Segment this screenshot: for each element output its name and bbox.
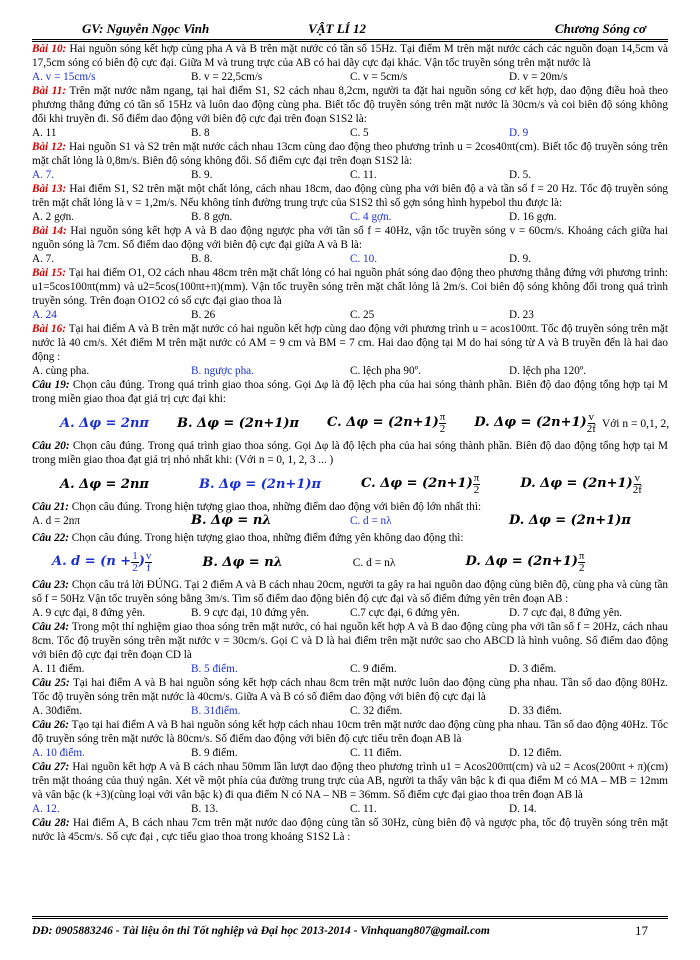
- option-d: D. Δφ = (2n+1) $\frac{v}{2f}$: [520, 472, 642, 496]
- option-c: C. 11.: [350, 803, 377, 815]
- exercise-label: Bài 10:: [32, 43, 67, 55]
- exercise-text: Trên mặt nước nằm ngang, tại hai điểm S1, S2 cách nhau 8,2cm, người ta đặt hai nguồn sóng cơ kết hợp, dao động điều hoà theo phương thẳng đứng có tần số 15Hz và luôn dao động cùng pha. Biết tốc độ truyền sóng trên mặt nước là 30cm/s và coi biên độ sóng không đổi khi truyền đi. Số điểm dao động với biên độ cực đại trên đoạn S1S2 là:: [32, 85, 668, 125]
- exercise-text: Tại hai điểm A và B trên mặt nước có hai nguồn kết hợp cùng dao động với phương trình u = acos100πt. Tốc độ truyền sóng trên mặt nước là 40 cm/s. Xét điểm M trên mặt nước có AM = 9 cm và BM = 7 cm. Hai dao động tại M do hai sóng từ A và B truyền đến là hai dao động :: [32, 323, 668, 363]
- exercise-text: Hai nguồn sóng kết hợp A và B dao động ngược pha với tần số f = 40Hz, vận tốc truyền sóng v = 60cm/s. Khoảng cách giữa hai nguồn sóng là 7cm. Số điểm dao động với biên độ cực đại giữa A và B là:: [32, 225, 668, 251]
- exercise-options: [32, 704, 668, 718]
- option-d: D. 7 cực đại, 8 đứng yên.: [509, 607, 623, 619]
- option-d: D. 9: [509, 127, 529, 139]
- option-a: A. 7.: [32, 253, 55, 265]
- exercise-options: [32, 606, 668, 620]
- exercise-item: [32, 676, 668, 704]
- exercise-label: Câu 24:: [32, 621, 70, 633]
- option-d: D. 12 điểm.: [509, 747, 562, 759]
- option-a: A. d = (n + $\frac{1}{2}$ ) $\frac{v}{f}$: [52, 550, 152, 574]
- question-19-options: [60, 412, 668, 435]
- option-c: C. Δφ = (2n+1) $\frac{\pi}{2}$: [361, 472, 480, 496]
- exercise-label: Câu 28:: [32, 817, 70, 829]
- option-d: D. 5.: [509, 169, 532, 181]
- option-c: C. 11.: [350, 169, 377, 181]
- option-d: D. lệch pha 120º.: [509, 365, 587, 377]
- exercise-item: [32, 84, 668, 126]
- exercise-text: Chọn câu trả lời ĐÚNG. Tại 2 điểm A và B cách nhau 20cm, người ta gây ra hai nguồn dao động cùng biên độ, cùng pha và cùng tần số f = 50Hz Vận tốc truyền sóng bằng 3m/s. Tìm số điểm dao động biên độ cực đại và số điểm đứng yên trên đoạn AB :: [32, 579, 668, 605]
- option-a: A. Δφ = 2nπ: [60, 415, 149, 431]
- option-a: A. d = 2nπ: [32, 515, 81, 527]
- exercise-item: [32, 140, 668, 168]
- option-c: C. 9 điểm.: [350, 663, 397, 675]
- page-number: 17: [635, 923, 648, 938]
- question-20: Câu 20: Chọn câu đúng. Trong quá trình giao thoa sóng. Gọi Δφ là độ lệch pha của hai sóng thành phần. Biên độ dao động tổng hợp tại M trong miền giao thoa đạt giá trị nhỏ nhất khi: (Với n = 0, 1, 2, 3 ... ): [32, 440, 668, 466]
- option-b: B. 8: [191, 127, 210, 139]
- option-b: B. Δφ = nλ: [191, 513, 272, 528]
- option-a: A. cùng pha.: [32, 365, 90, 377]
- option-tail: Với n = 0,1, 2,: [601, 417, 670, 430]
- exercise-options: [32, 364, 668, 378]
- question-21: Câu 21: Chọn câu đúng. Trong hiện tượng giao thoa, những điểm dao động với biên độ lớn nhất thì:: [32, 501, 482, 513]
- exercise-item: [32, 578, 668, 606]
- option-b: B. 9.: [191, 169, 213, 181]
- option-d: D. 9.: [509, 253, 532, 265]
- exercise-text: Hai nguồn sóng kết hợp cùng pha A và B trên mặt nước có tần số 15Hz. Tại điểm M trên mặt nước cách các nguồn đoạn 14,5cm và 17,5cm sóng có biên độ cực đại. Giữa M và trung trực của AB có hai dãy cực đại khác. Vận tốc truyền sóng trên mặt nước là: [32, 43, 669, 69]
- exercise-options: [32, 252, 668, 266]
- option-c: C. 5: [350, 127, 369, 139]
- exercise-label: Bài 15:: [32, 267, 66, 279]
- option-d: D. Δφ = (2n+1) $\frac{\pi}{2}$: [465, 550, 585, 574]
- option-b: B. v = 22,5cm/s: [191, 71, 263, 83]
- option-b: B. 31điểm.: [191, 705, 241, 717]
- exercise-item: [32, 322, 668, 364]
- option-d: D. 3 điểm.: [509, 663, 557, 675]
- question-21-options: [32, 514, 668, 528]
- exercise-list: [32, 42, 668, 378]
- exercise-options: [32, 126, 668, 140]
- exercise-options: [32, 70, 668, 84]
- exercise-item: [32, 816, 668, 844]
- question-22-options: [52, 551, 668, 574]
- exercise-text: Tạo tại hai điểm A và B hai nguồn sóng kết hợp cách nhau 10cm trên mặt nước dao động cùng pha nhau. Tần số dao động 40Hz. Tốc độ truyền sóng trên mặt nước là 80cm/s. Số điểm dao động với biên độ cực tiểu trên đoạn AB là: [32, 719, 668, 745]
- option-d: D. v = 20m/s: [509, 71, 568, 83]
- exercise-label: Câu 23:: [32, 579, 70, 591]
- option-c: C. v = 5cm/s: [350, 71, 408, 83]
- page-header: [32, 0, 668, 36]
- exercise-options: [32, 746, 668, 760]
- exercise-label: Bài 14:: [32, 225, 67, 237]
- option-d: D. Δφ = (2n+1)π: [509, 513, 631, 528]
- exercise-text: Hai điểm S1, S2 trên mặt một chất lỏng, cách nhau 18cm, dao động cùng pha với biên độ a và tần số f = 20 Hz. Tốc độ truyền sóng trên mặt chất lỏng là v = 1,2m/s. Nếu không tính đường trung trực của S1S2 thì số gợn sóng hình hypebol thu được là:: [32, 183, 669, 209]
- option-d: D. 33 điểm.: [509, 705, 562, 717]
- exercise-item: [32, 266, 668, 308]
- question-19: Câu 19: Chọn câu đúng. Trong quá trình giao thoa sóng. Gọi Δφ là độ lệch pha của hai sóng thành phần. Biên độ dao động tổng hợp tại M trong miền giao thoa đạt giá trị cực đại khi:: [32, 379, 668, 405]
- exercise-text: Tại hai điểm O1, O2 cách nhau 48cm trên mặt chất lỏng có hai nguồn phát sóng dao động theo phương thẳng đứng với phương trình: u1=5cos100πt(mm) và u2=5cos(100πt+π)(mm). Vận tốc truyền sóng trên mặt chất lỏng là 2m/s. Coi biên độ sóng không đổi trong quá trình truyền sóng. Trên đoạn O1O2 có số cực đại giao thoa là: [32, 267, 668, 307]
- option-c: C. 4 gợn.: [350, 211, 392, 223]
- question-20-options: [60, 473, 668, 496]
- exercise-options: [32, 662, 668, 676]
- option-a: A. 2 gợn.: [32, 211, 74, 223]
- option-b: B. Δφ = (2n+1)π: [176, 415, 300, 431]
- option-c: C.7 cực đại, 6 đứng yên.: [350, 607, 460, 619]
- option-a: A. 10 điểm.: [32, 747, 85, 759]
- option-b: B. Δφ = (2n+1)π: [198, 476, 322, 492]
- exercise-options: [32, 210, 668, 224]
- option-c: C. lệch pha 90º.: [350, 365, 421, 377]
- option-d: D. 16 gợn.: [509, 211, 557, 223]
- option-b: B. 5 điểm.: [191, 663, 238, 675]
- option-d: D. 14.: [509, 803, 537, 815]
- option-a: A. 11: [32, 127, 57, 139]
- option-c: C. 32 điểm.: [350, 705, 403, 717]
- option-a: A. Δφ = 2nπ: [60, 476, 149, 492]
- option-c: C. d = nλ: [352, 556, 396, 569]
- exercise-item: [32, 760, 668, 802]
- exercise-text: Trong một thí nghiệm giao thoa sóng trên mặt nước, có hai nguồn kết hợp A và B dao động cùng pha với tần số f = 20Hz, cách nhau 8cm. Tốc độ truyền sóng trên mặt nước v = 30cm/s. Gọi C và D là hai điểm trên mặt nước sao cho ABCD là hình vuông. Số điểm dao động với biên độ cực đại trên đoạn CD là: [32, 621, 668, 661]
- footer-text: DĐ: 0905883246 - Tài liệu ôn thi Tốt nghiệp và Đại học 2013-2014 - Vinhquang807@gmail.com: [32, 925, 490, 937]
- option-a: A. v = 15cm/s: [32, 71, 96, 83]
- option-c: C. 11 điểm.: [350, 747, 402, 759]
- option-b: B. 9 cực đại, 10 đứng yên.: [191, 607, 310, 619]
- option-c: C. d = nλ: [350, 515, 392, 527]
- option-c: C. 10.: [350, 253, 378, 265]
- option-b: B. Δφ = nλ: [202, 554, 283, 570]
- exercise-item: [32, 224, 668, 252]
- chapter-title: Chương Sóng cơ: [554, 21, 646, 36]
- exercise-item: [32, 182, 668, 210]
- exercise-list-2: [32, 578, 668, 844]
- option-a: A. 24: [32, 309, 57, 321]
- exercise-options: [32, 308, 668, 322]
- option-a: A. 11 điểm.: [32, 663, 85, 675]
- teacher-name: GV: Nguyễn Ngọc Vinh: [82, 21, 210, 36]
- option-c: C. Δφ = (2n+1) $\frac{\pi}{2}$: [327, 411, 446, 435]
- exercise-item: [32, 718, 668, 746]
- option-a: A. 30điểm.: [32, 705, 83, 717]
- exercise-item: [32, 42, 668, 70]
- option-b: B. 8 gợn.: [191, 211, 233, 223]
- exercise-text: Hai nguồn S1 và S2 trên mặt nước cách nhau 13cm cùng dao động theo phương trình u = 2cos40πt(cm). Biết tốc độ truyền sóng trên mặt chất lỏng là 0,8m/s. Biên độ sóng không đổi. Số điểm cực đại trên đoạn S1S2 là:: [32, 141, 669, 167]
- option-b: B. 9 điểm.: [191, 747, 238, 759]
- option-b: B. 13.: [191, 803, 219, 815]
- exercise-label: Câu 26:: [32, 719, 70, 731]
- option-d: D. Δφ = (2n+1) $\frac{v}{2f}$: [474, 411, 596, 435]
- option-b: B. 8.: [191, 253, 213, 265]
- exercise-options: [32, 802, 668, 816]
- option-b: B. 26: [191, 309, 216, 321]
- option-d: D. 23: [509, 309, 534, 321]
- question-22: Câu 22: Chọn câu đúng. Trong hiện tượng giao thoa, những điểm đứng yên không dao động thì:: [32, 532, 464, 544]
- exercise-text: Tại hai điểm A và B hai nguồn sóng kết hợp cách nhau 8cm trên mặt nước luôn dao động cùng pha nhau. Tần số dao động 80Hz. Tốc độ truyền sóng trên mặt nước là 40cm/s. Giữa A và B có số điểm dao động với biên độ cực đại là: [32, 677, 668, 703]
- option-b: B. ngược pha.: [191, 365, 254, 377]
- subject-title: VẬT LÍ 12: [308, 21, 366, 36]
- option-c: C. 25: [350, 309, 375, 321]
- exercise-label: Câu 25:: [32, 677, 70, 689]
- exercise-options: [32, 168, 668, 182]
- page-footer: [32, 916, 668, 938]
- exercise-item: [32, 620, 668, 662]
- option-a: A. 12.: [32, 803, 60, 815]
- exercise-label: Bài 13:: [32, 183, 67, 195]
- option-a: A. 7.: [32, 169, 55, 181]
- exercise-text: Hai điểm A, B cách nhau 7cm trên mặt nước dao động cùng tần số 30Hz, cùng biên độ và ngược pha, tốc độ truyền sóng trên mặt nước là 45cm/s. Số cực đại , cực tiểu giao thoa trong khoảng S1S2 Là :: [32, 817, 668, 843]
- option-a: A. 9 cực đại, 8 đứng yên.: [32, 607, 146, 619]
- exercise-text: Hai nguồn kết hợp A và B cách nhau 50mm lần lượt dao động theo phương trình u1 = Acos200πt(cm) và u2 = Acos(200πt + π)(cm) trên mặt thoáng của thuỷ ngân. Xét về một phía của đường trung trực của AB, người ta thấy vân bậc k đi qua điểm M có MA – MB = 12mm và vân bậc (k +3)(cùng loại với vân bậc k) đi qua điểm N có NA – NB = 36mm. Số điểm cực đại giao thoa trên đoạn AB là: [32, 761, 669, 801]
- exercise-label: Bài 11:: [32, 85, 67, 97]
- exercise-label: Câu 27:: [32, 761, 70, 773]
- exercise-label: Bài 12:: [32, 141, 67, 153]
- exercise-label: Bài 16:: [32, 323, 66, 335]
